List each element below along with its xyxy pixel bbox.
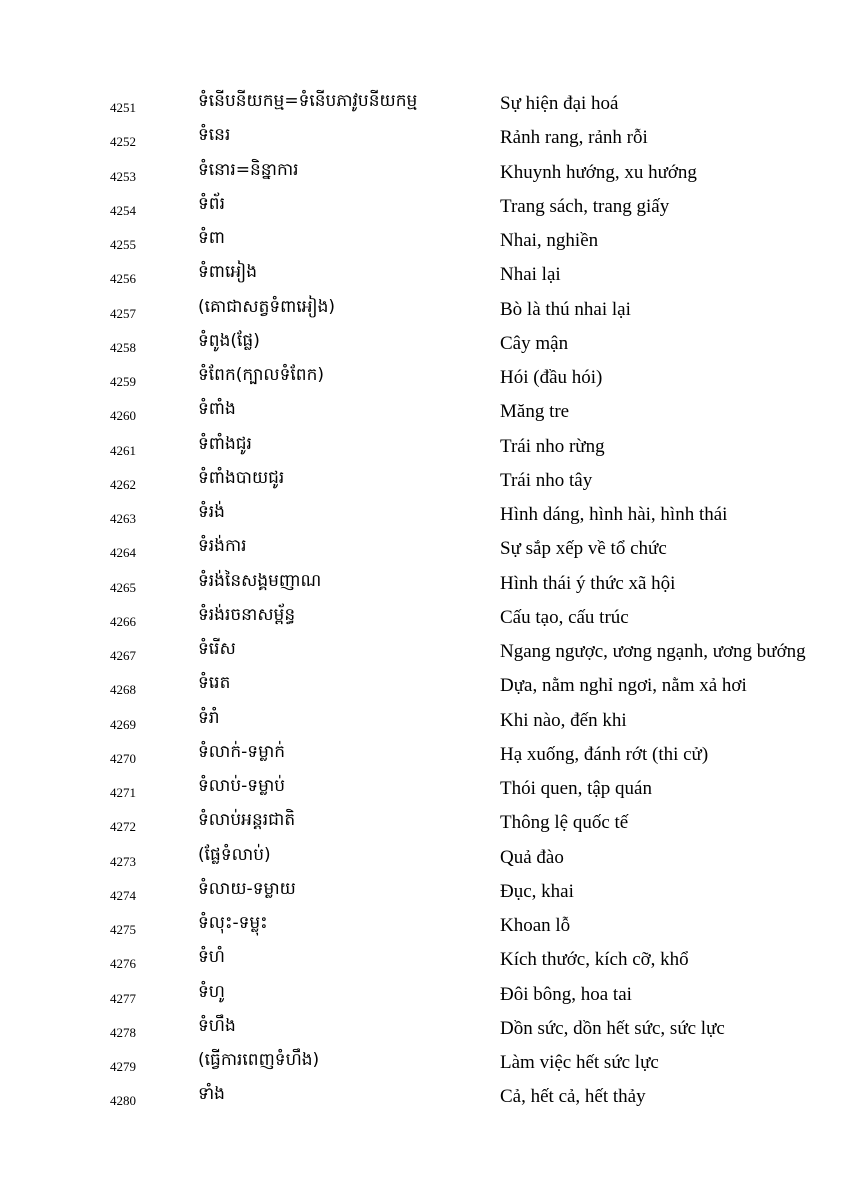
entry-khmer-term: (គោជាសត្វទំពាអៀង) xyxy=(198,296,336,317)
entry-vietnamese-translation: Sự sắp xếp về tổ chức xyxy=(500,538,667,560)
entry-vietnamese-translation: Hạ xuống, đánh rớt (thi cử) xyxy=(500,743,709,765)
entry-row xyxy=(0,362,848,396)
entry-number: 4257 xyxy=(110,305,136,321)
entry-number: 4266 xyxy=(110,613,136,629)
entry-khmer-term: ទំពូង(ផ្លែ) xyxy=(198,330,260,351)
entry-khmer-term: ទំហូ xyxy=(198,981,225,1002)
entry-khmer-term: ទំនេរ xyxy=(198,125,231,146)
entry-vietnamese-translation: Hói (đầu hói) xyxy=(500,367,603,388)
entry-row xyxy=(0,328,848,362)
entry-vietnamese-translation: Làm việc hết sức lực xyxy=(500,1052,659,1073)
entry-khmer-term: (ធ្វើការពេញទំហឹង) xyxy=(198,1050,320,1070)
entry-row xyxy=(0,807,848,841)
entry-row xyxy=(0,157,848,191)
entry-khmer-term: ទំរង់ xyxy=(198,502,225,522)
entry-number: 4272 xyxy=(110,819,136,835)
entry-vietnamese-translation: Dồn sức, dồn hết sức, sức lực xyxy=(500,1017,725,1039)
entry-number: 4268 xyxy=(110,682,136,698)
entry-number: 4278 xyxy=(110,1024,136,1040)
entry-number: 4279 xyxy=(110,1059,136,1074)
entry-number: 4276 xyxy=(110,956,136,972)
entry-number: 4269 xyxy=(110,716,136,732)
entry-khmer-term: ទំរង់នៃសង្គមញាណ xyxy=(198,570,322,591)
entry-row xyxy=(0,739,848,773)
entry-vietnamese-translation: Đục, khai xyxy=(500,880,574,902)
entry-row xyxy=(0,910,848,944)
entry-vietnamese-translation: Măng tre xyxy=(500,401,570,423)
entry-number: 4262 xyxy=(110,476,136,492)
entry-khmer-term: ទំរេត xyxy=(198,673,231,694)
entry-khmer-term: ទំហឹង xyxy=(198,1015,236,1036)
entry-number: 4273 xyxy=(110,853,136,869)
entry-khmer-term: ទំហំ xyxy=(198,947,225,968)
entry-khmer-term: ទំពាំងបាយជូរ xyxy=(198,467,285,488)
entry-number: 4259 xyxy=(110,374,136,389)
entry-number: 4265 xyxy=(110,579,136,595)
entry-vietnamese-translation: Cây mận xyxy=(500,332,569,354)
entry-khmer-term: ទំពាអៀង xyxy=(198,262,258,283)
entry-khmer-term: ទំរង់ការ xyxy=(198,536,247,557)
entry-row xyxy=(0,294,848,328)
entry-khmer-term: ទំលាប់អន្តរជាតិ xyxy=(198,810,296,831)
entry-row xyxy=(0,773,848,807)
entry-number: 4280 xyxy=(110,1093,136,1109)
entry-khmer-term: ទំពាំង xyxy=(198,399,236,420)
entry-vietnamese-translation: Ngang ngược, ương ngạnh, ương bướng xyxy=(500,641,806,662)
entry-khmer-term: ទំលាយ-ទម្លាយ xyxy=(198,878,296,899)
entry-vietnamese-translation: Quả đào xyxy=(500,846,564,868)
entry-number: 4252 xyxy=(110,134,136,150)
entry-khmer-term: ទំព័រ xyxy=(198,193,225,214)
entry-number: 4261 xyxy=(110,442,136,458)
entry-khmer-term: ទំលាក់-ទម្លាក់ xyxy=(198,741,286,762)
entry-row xyxy=(0,122,848,156)
entry-vietnamese-translation: Cả, hết cả, hết thảy xyxy=(500,1086,646,1108)
entry-list xyxy=(0,88,848,1116)
entry-khmer-term: ទំនើបនីយកម្ម=ទំនើបភាវូបនីយកម្ម xyxy=(198,91,418,111)
entry-number: 4251 xyxy=(110,100,136,115)
entry-vietnamese-translation: Rảnh rang, rảnh rỗi xyxy=(500,127,648,149)
entry-khmer-term: ទំនោរ=និន្នាការ xyxy=(198,159,299,180)
entry-number: 4255 xyxy=(110,237,136,252)
entry-row xyxy=(0,1081,848,1115)
entry-khmer-term: (ផ្លែទំលាប់) xyxy=(198,844,271,865)
entry-vietnamese-translation: Trang sách, trang giấy xyxy=(500,195,670,217)
entry-khmer-term: ទំរង់រចនាសម្ព័ន្ធ xyxy=(198,604,296,625)
entry-vietnamese-translation: Trái nho rừng xyxy=(500,435,605,457)
entry-khmer-term: ទំរើស xyxy=(198,639,236,659)
entry-row xyxy=(0,499,848,533)
entry-vietnamese-translation: Nhai lại xyxy=(500,264,561,286)
entry-number: 4277 xyxy=(110,990,136,1006)
entry-number: 4256 xyxy=(110,271,136,287)
entry-number: 4263 xyxy=(110,511,136,526)
entry-khmer-term: ទំលុះ-ទម្លុះ xyxy=(198,913,268,933)
entry-vietnamese-translation: Trái nho tây xyxy=(500,469,593,491)
entry-vietnamese-translation: Khoan lỗ xyxy=(500,915,571,936)
entry-row xyxy=(0,259,848,293)
entry-khmer-term: ទាំង xyxy=(198,1084,225,1105)
entry-vietnamese-translation: Bò là thú nhai lại xyxy=(500,298,631,320)
entry-row xyxy=(0,191,848,225)
entry-vietnamese-translation: Nhai, nghiền xyxy=(500,230,599,251)
entry-vietnamese-translation: Khuynh hướng, xu hướng xyxy=(500,161,697,183)
entry-number: 4267 xyxy=(110,648,136,663)
entry-number: 4271 xyxy=(110,785,136,800)
entry-number: 4260 xyxy=(110,408,136,424)
entry-row xyxy=(0,225,848,259)
entry-vietnamese-translation: Kích thước, kích cỡ, khổ xyxy=(500,949,689,971)
entry-khmer-term: ទំពែក(ក្បាលទំពែក) xyxy=(198,365,324,385)
entry-number: 4254 xyxy=(110,202,136,218)
entry-vietnamese-translation: Thói quen, tập quán xyxy=(500,778,652,799)
entry-row xyxy=(0,1013,848,1047)
entry-khmer-term: ទំពា xyxy=(198,228,225,248)
entry-row xyxy=(0,88,848,122)
entry-vietnamese-translation: Cấu tạo, cấu trúc xyxy=(500,606,629,628)
entry-khmer-term: ទំរាំ xyxy=(198,707,220,728)
entry-row xyxy=(0,842,848,876)
entry-number: 4264 xyxy=(110,545,136,561)
entry-row xyxy=(0,533,848,567)
entry-row xyxy=(0,568,848,602)
entry-vietnamese-translation: Hình dáng, hình hài, hình thái xyxy=(500,504,728,525)
entry-vietnamese-translation: Hình thái ý thức xã hội xyxy=(500,572,676,594)
entry-row xyxy=(0,431,848,465)
entry-number: 4253 xyxy=(110,168,136,184)
entry-khmer-term: ទំលាប់-ទម្លាប់ xyxy=(198,776,286,796)
entry-row xyxy=(0,602,848,636)
entry-row xyxy=(0,670,848,704)
entry-khmer-term: ទំពាំងជូរ xyxy=(198,433,252,454)
entry-vietnamese-translation: Khi nào, đến khi xyxy=(500,709,627,731)
entry-row xyxy=(0,979,848,1013)
entry-vietnamese-translation: Dựa, nằm nghỉ ngơi, nằm xả hơi xyxy=(500,675,747,697)
entry-number: 4275 xyxy=(110,922,136,937)
entry-row xyxy=(0,876,848,910)
entry-vietnamese-translation: Đôi bông, hoa tai xyxy=(500,983,632,1005)
entry-row xyxy=(0,465,848,499)
entry-vietnamese-translation: Thông lệ quốc tế xyxy=(500,812,629,834)
entry-number: 4274 xyxy=(110,887,136,903)
entry-row xyxy=(0,636,848,670)
entry-vietnamese-translation: Sự hiện đại hoá xyxy=(500,93,619,114)
entry-number: 4258 xyxy=(110,339,136,355)
entry-row xyxy=(0,944,848,978)
entry-row xyxy=(0,705,848,739)
entry-row xyxy=(0,396,848,430)
entry-row xyxy=(0,1047,848,1081)
entry-number: 4270 xyxy=(110,750,136,766)
